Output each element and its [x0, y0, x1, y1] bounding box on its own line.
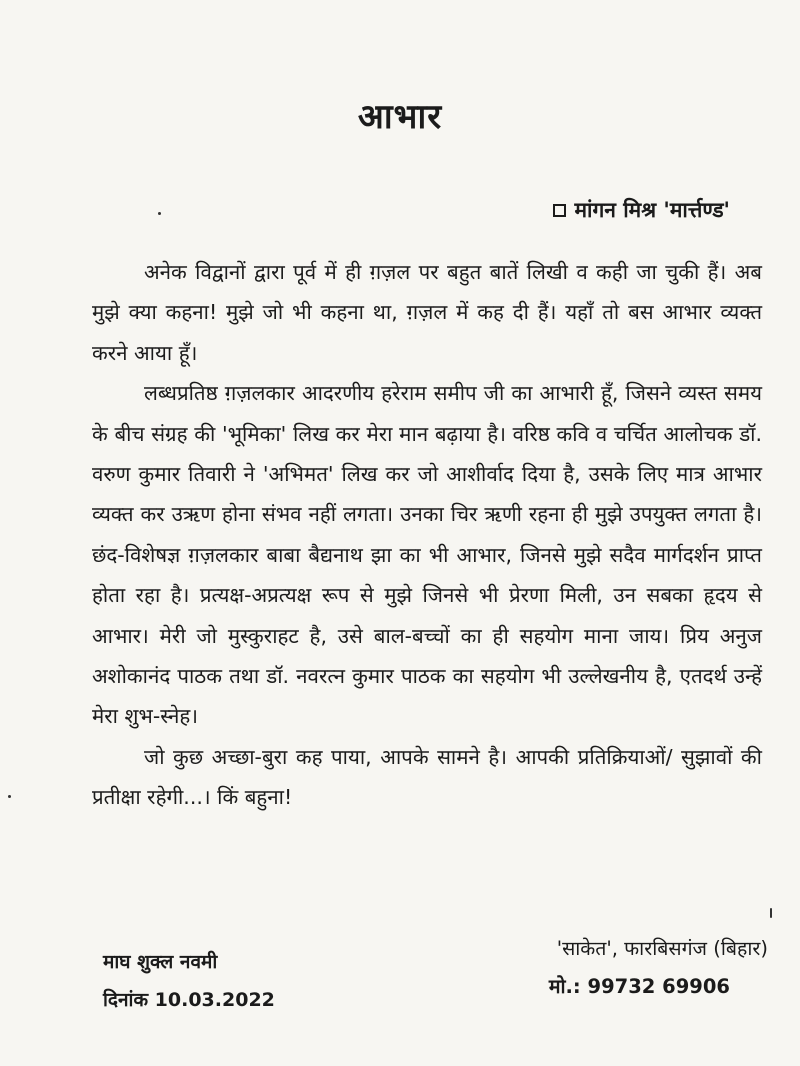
address-line: 'साकेत', फारबिसगंज (बिहार): [556, 937, 768, 960]
date-line-hindi: माघ शुक्ल नवमी: [103, 951, 218, 973]
page-title: आभार: [357, 97, 443, 137]
ink-speck: [8, 795, 11, 798]
checkbox-bullet-icon: [553, 204, 566, 217]
paragraph: लब्धप्रतिष्ठ ग़ज़लकार आदरणीय हरेराम समीप जी का आभारी हूँ, जिसने व्यस्त समय के बीच संग्रह की 'भूमिका' लिख कर मेरा मान बढ़ाया है। वरिष्ठ कवि व चर्चित आलोचक डॉ. वरुण कुमार तिवारी ने 'अभिमत' लिख कर जो आशीर्वाद दिया है, उसके लिए मात्र आभार व्यक्त कर उऋण होना संभव नहीं लगता। उनका चिर ऋणी रहना ही मुझे उपयुक्त लगता है। छंद-विशेषज्ञ ग़ज़लकार बाबा बैद्यनाथ झा का भी आभार, जिनसे मुझे सदैव मार्गदर्शन प्राप्त होता रहा है। प्रत्यक्ष-अप्रत्यक्ष रूप से मुझे जिनसे भी प्रेरणा मिली, उन सबका हृदय से आभार। मेरी जो मुस्कुराहट है, उसे बाल-बच्चों का ही सहयोग माना जाय। प्रिय अनुज अशोकानंद पाठक तथा डॉ. नवरत्न कुमार पाठक का सहयोग भी उल्लेखनीय है, एतदर्थ उन्हें मेरा शुभ-स्नेह।: [92, 381, 762, 729]
author-line: [553, 196, 730, 224]
date-block: [103, 943, 275, 1019]
paragraph: अनेक विद्वानों द्वारा पूर्व में ही ग़ज़ल पर बहुत बातें लिखी व कही जा चुकी हैं। अब मुझे क्या कहना! मुझे जो भी कहना था, ग़ज़ल में कह दी हैं। यहाँ तो बस आभार व्यक्त करने आया हूँ।: [92, 260, 762, 365]
author-name: मांगन मिश्र 'मार्त्तण्ड': [574, 198, 730, 222]
paragraph: जो कुछ अच्छा-बुरा कह पाया, आपके सामने है। आपकी प्रतिक्रियाओं/ सुझावों की प्रतीक्षा रहेगी...। किं बहुना!: [92, 744, 762, 810]
phone-line: मो.: 99732 69906: [548, 975, 730, 998]
ink-speck: [770, 908, 772, 918]
date-line-numeric: दिनांक 10.03.2022: [103, 989, 275, 1011]
address-block: [549, 930, 768, 1006]
body-text: [92, 252, 762, 818]
ink-speck: [158, 212, 161, 215]
